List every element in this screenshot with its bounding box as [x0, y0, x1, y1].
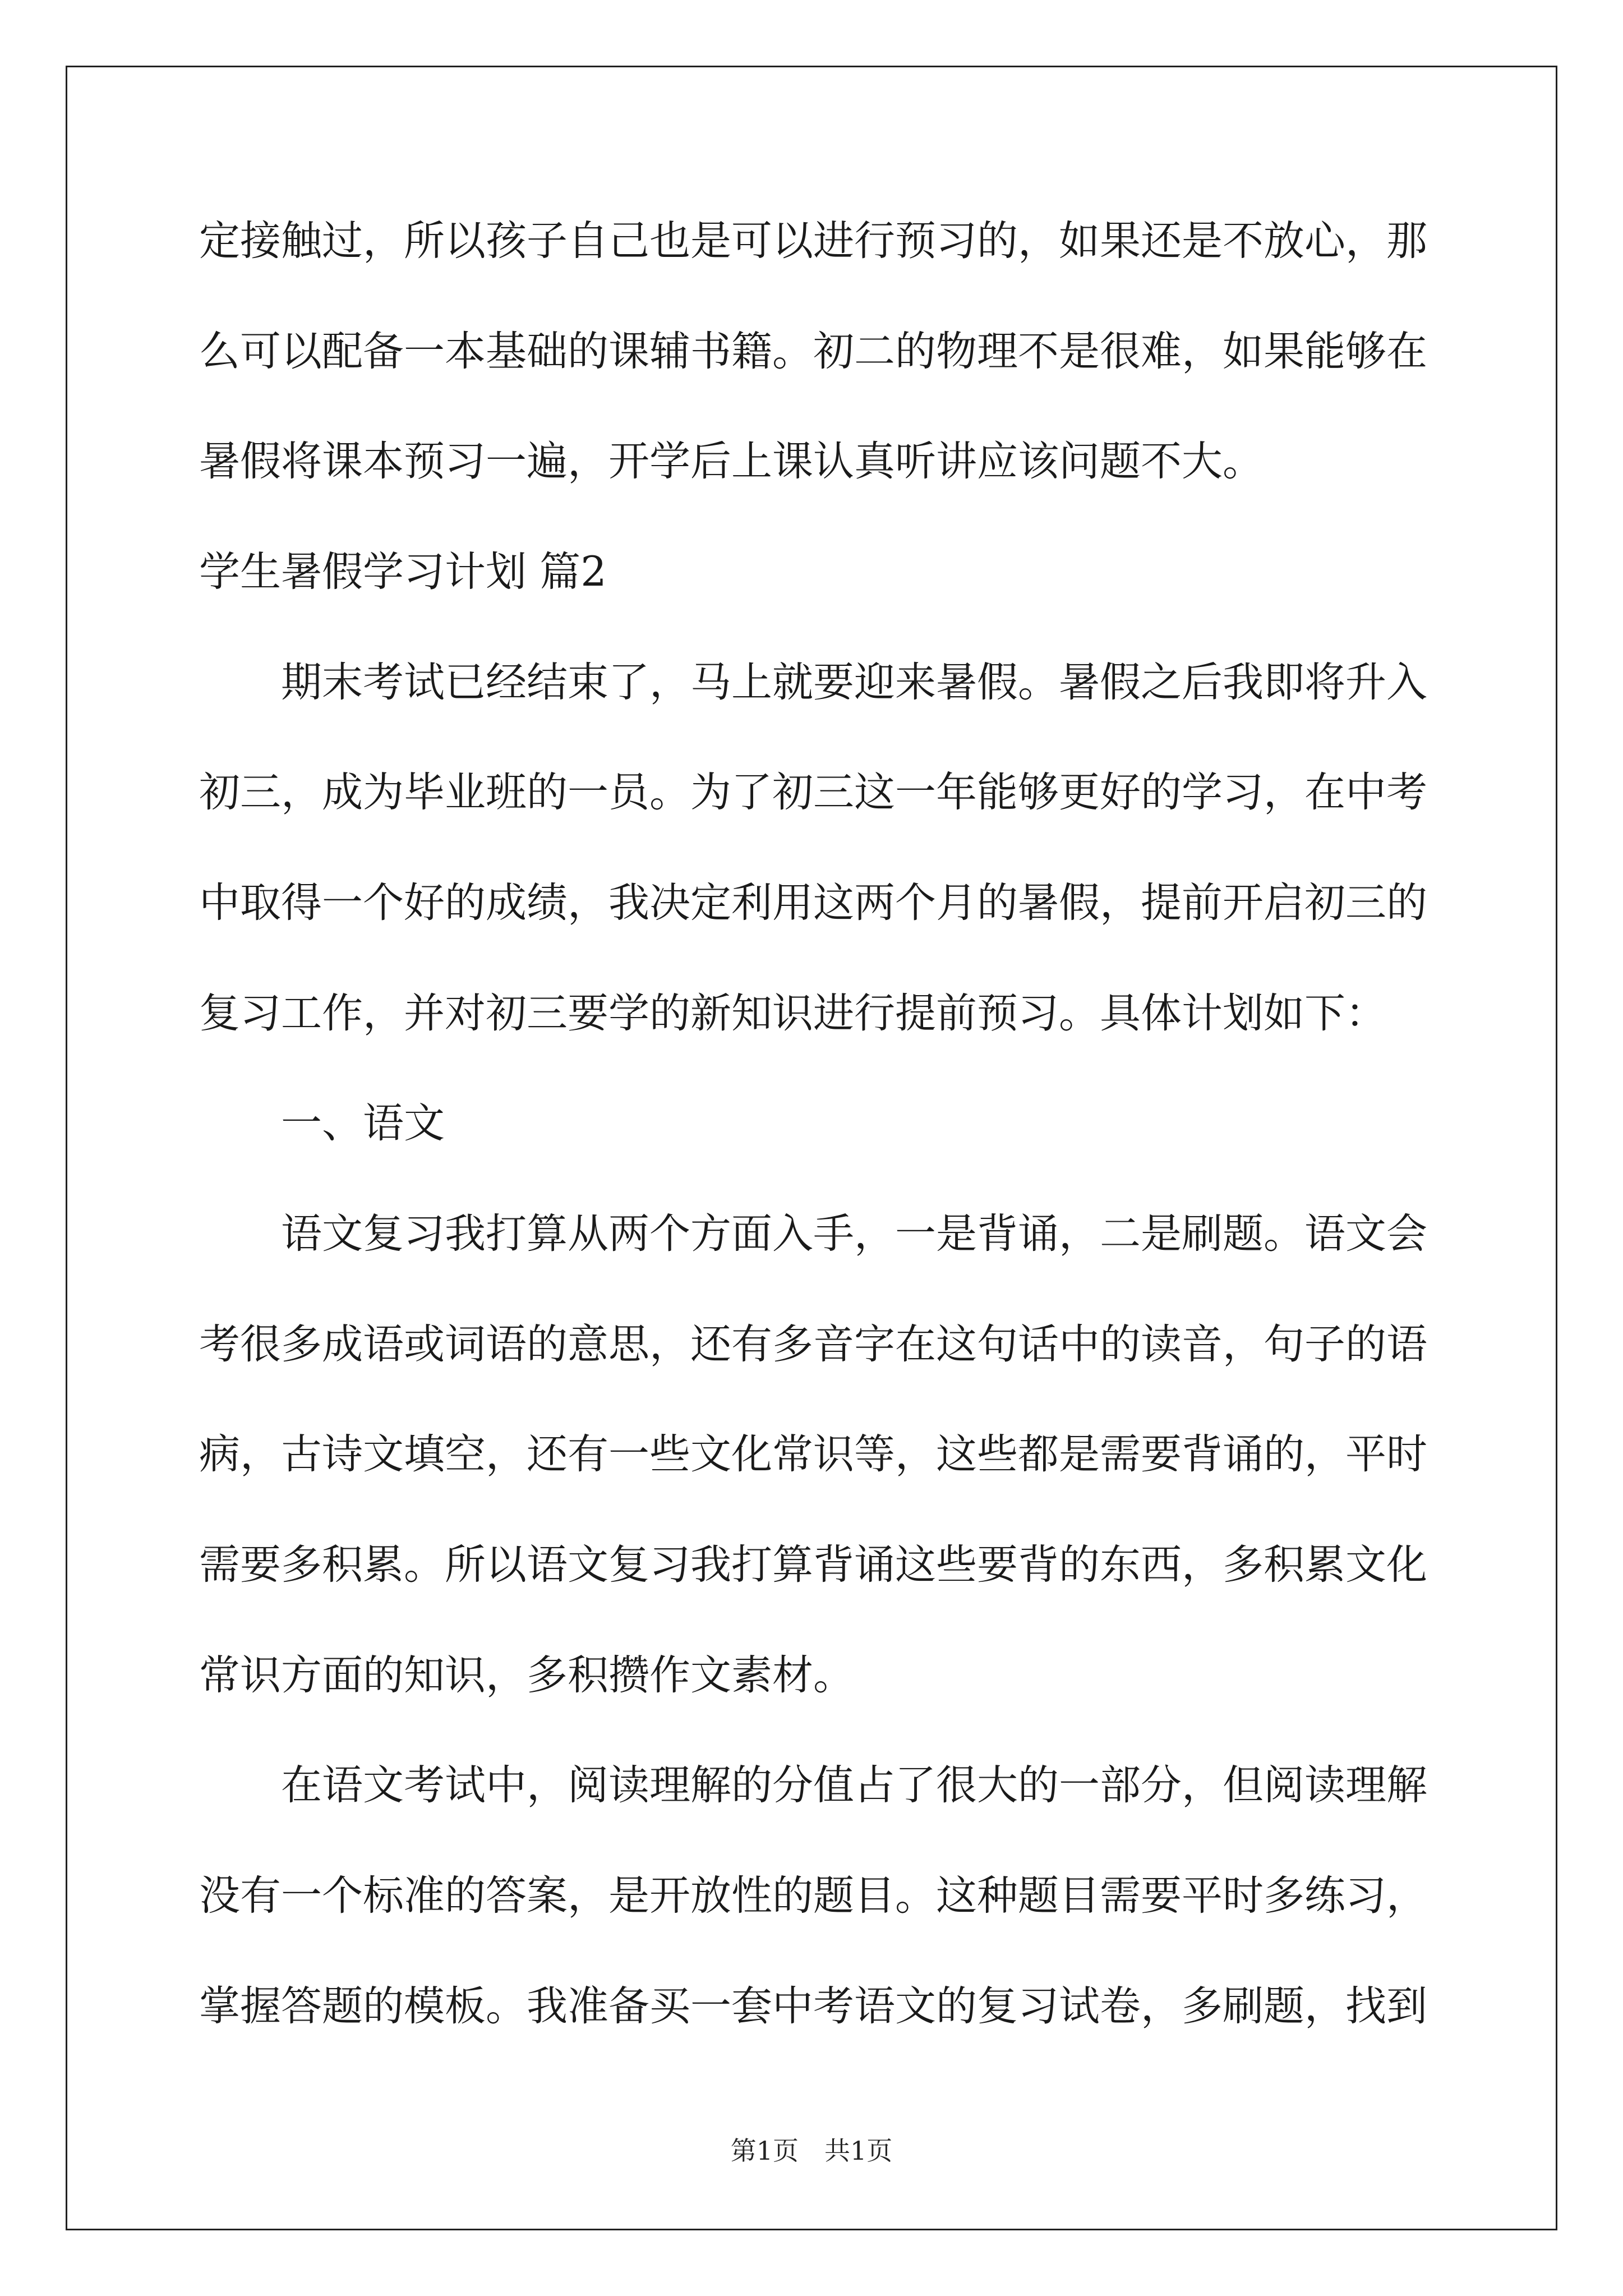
text-line: 中取得一个好的成绩，我决定利用这两个月的暑假，提前开启初三的: [199, 879, 1427, 927]
text-line: 暑假将课本预习一遍，开学后上课认真听讲应该问题不大。: [199, 438, 1264, 485]
text-line: 常识方面的知识，多积攒作文素材。: [199, 1651, 854, 1699]
text-line: 初三，成为毕业班的一员。为了初三这一年能够更好的学习，在中考: [199, 769, 1427, 816]
text-line: 掌握答题的模板。我准备买一套中考语文的复习试卷，多刷题，找到: [199, 1982, 1427, 2030]
text-line: 在语文考试中，阅读理解的分值占了很大的一部分，但阅读理解: [281, 1761, 1427, 1809]
subsection-heading: 一、语文: [281, 1099, 445, 1147]
text-line: 需要多积累。所以语文复习我打算背诵这些要背的东西，多积累文化: [199, 1541, 1427, 1589]
text-line: 语文复习我打算从两个方面入手，一是背诵，二是刷题。语文会: [281, 1210, 1427, 1258]
page-footer: 第1页 共1页: [730, 2136, 893, 2166]
text-line: 病，古诗文填空，还有一些文化常识等，这些都是需要背诵的，平时: [199, 1430, 1427, 1478]
text-line: 复习工作，并对初三要学的新知识进行提前预习。具体计划如下：: [199, 990, 1386, 1037]
text-line: 考很多成语或词语的意思，还有多音字在这句话中的读音，句子的语: [199, 1320, 1427, 1368]
text-line: 没有一个标准的答案，是开放性的题目。这种题目需要平时多练习，: [199, 1872, 1427, 1920]
text-line: 定接触过，所以孩子自己也是可以进行预习的，如果还是不放心，那: [199, 217, 1427, 265]
section-heading: 学生暑假学习计划 篇2: [199, 548, 607, 596]
text-line: 么可以配备一本基础的课辅书籍。初二的物理不是很难，如果能够在: [199, 328, 1427, 375]
text-line: 期末考试已经结束了，马上就要迎来暑假。暑假之后我即将升入: [281, 659, 1427, 706]
